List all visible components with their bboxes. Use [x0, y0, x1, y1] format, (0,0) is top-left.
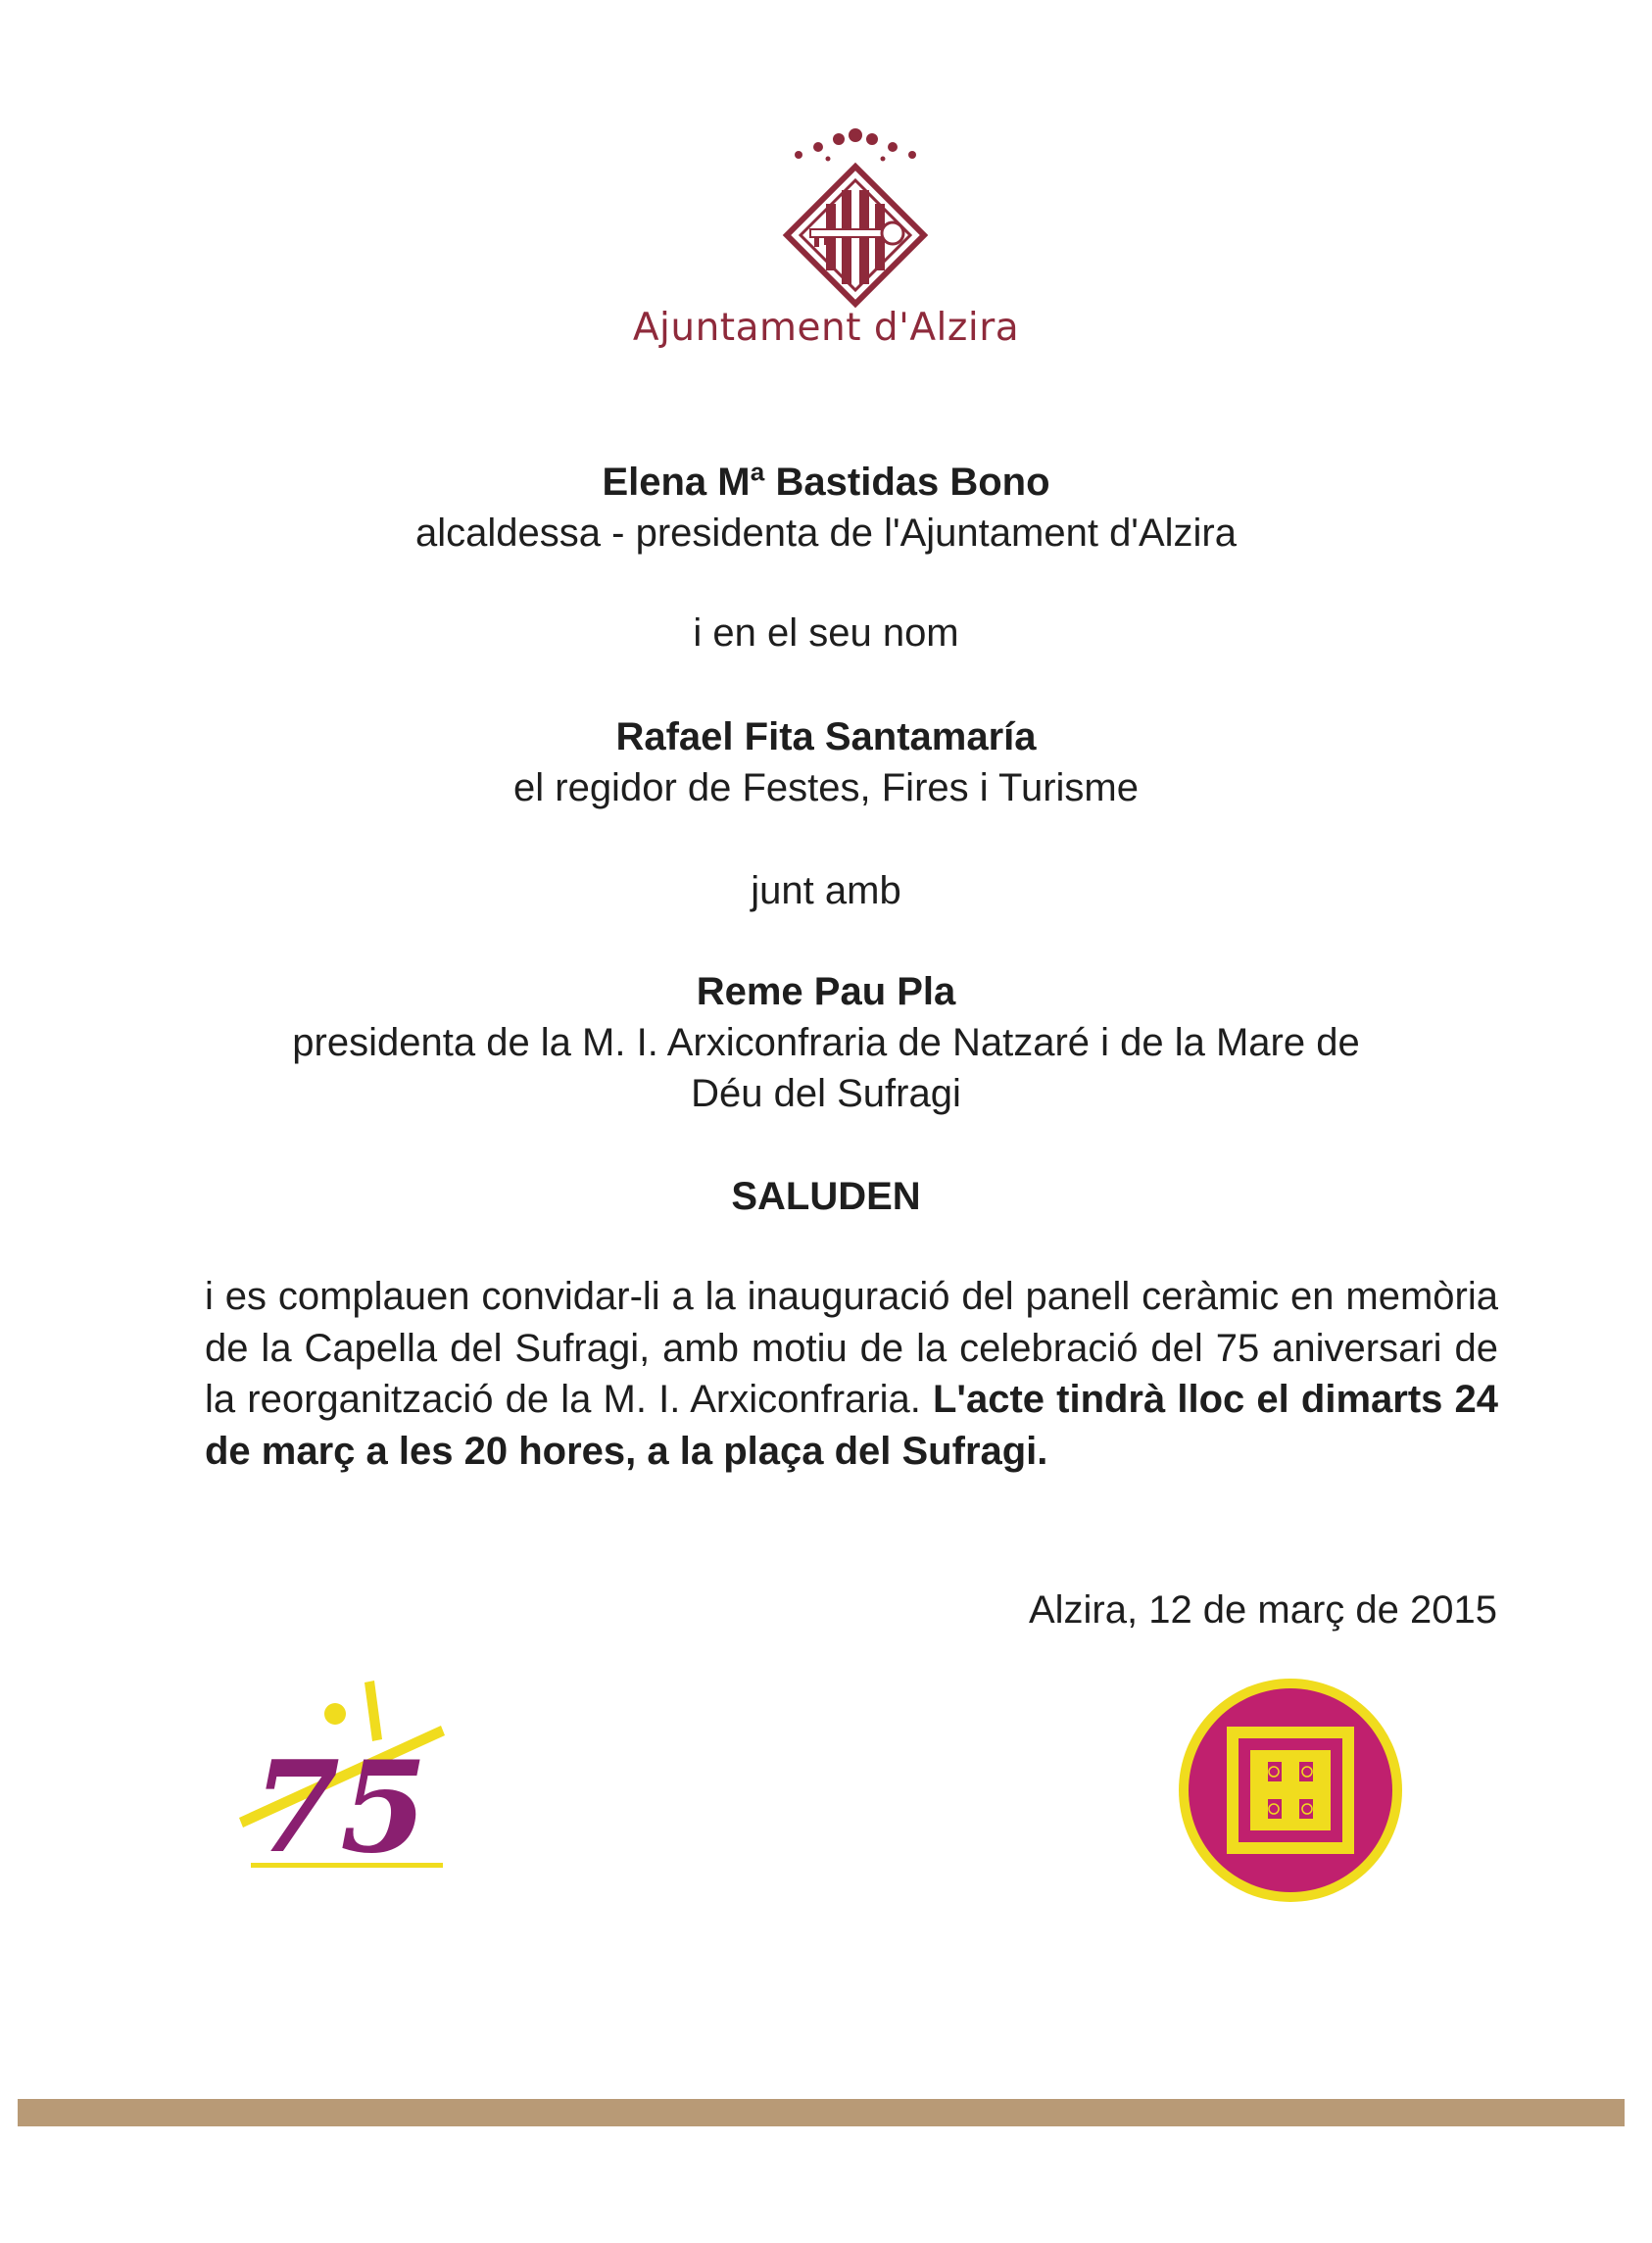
institution-name: Ajuntament d'Alzira: [632, 306, 1020, 350]
dateline: Alzira, 12 de març de 2015: [1028, 1588, 1497, 1632]
anniversary-75-text: 75: [253, 1734, 428, 1881]
greeting: SALUDEN: [731, 1175, 921, 1218]
host1-role: alcaldessa - presidenta de l'Ajuntament d'Alzira: [415, 512, 1237, 555]
footer-bar: [18, 2099, 1625, 2126]
invitation-body: [205, 1271, 1498, 1477]
host3-role-line2: Déu del Sufragi: [691, 1072, 961, 1115]
alzira-crest-icon: [777, 127, 934, 309]
body-emphasis: L'acte tindrà lloc el dimarts 24 de març a les 20 hores, a la plaça del Sufragi.: [205, 1378, 1499, 1473]
arxiconfraria-seal-icon: [1176, 1676, 1406, 1906]
body-text: i es complauen convidar-li a la inauguració del panell ceràmic en memòria de la Capella del Sufragi, amb motiu de la celebració del 75 aniversari de la reorganització de la M. I. Arxiconfraria.: [205, 1275, 1498, 1421]
host3-role-line1: presidenta de la M. I. Arxiconfraria de Natzaré i de la Mare de: [292, 1021, 1360, 1064]
connector-junt-amb: junt amb: [751, 869, 901, 912]
host3-name: Reme Pau Pla: [696, 970, 956, 1013]
anniversary-75-logo: [235, 1671, 451, 1886]
host2-name: Rafael Fita Santamaría: [615, 715, 1037, 758]
connector-in-name: i en el seu nom: [693, 611, 959, 655]
host2-role: el regidor de Festes, Fires i Turisme: [513, 766, 1139, 809]
host1-name: Elena Mª Bastidas Bono: [602, 461, 1050, 504]
